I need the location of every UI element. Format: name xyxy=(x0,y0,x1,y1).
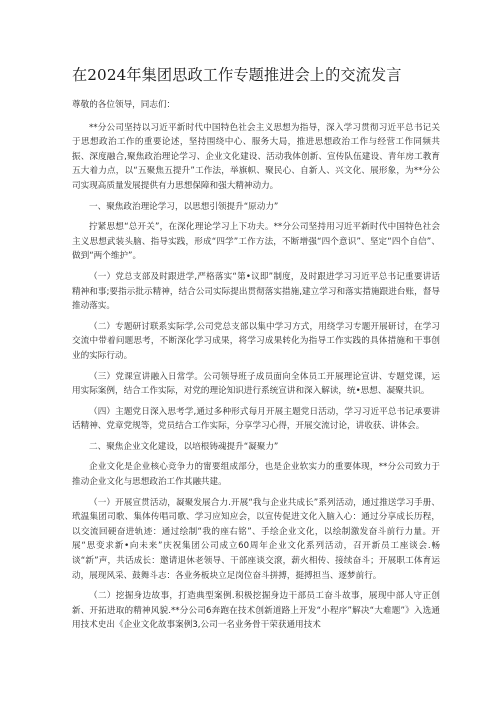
section-heading-1: 一、聚焦政治理论学习，以思想引领提升“原动力” xyxy=(89,201,279,212)
body-paragraph: （二）专题研讨联系实际学,公司党总支部以集中学习方式，用绕学习专题开展研讨，在学习交流中带着问题思考，不断深化学习成果，将学习成果转化为指导工作实践的具体措施和干事创业的实际行动。 xyxy=(72,321,440,361)
body-paragraph: （一）开展宣贯活动，凝聚发展合力.开展“我与企业共成长”系列活动，通过推送学习手册、玳温集团司歌、集体传唱司歌、学习应知应会，以宣传促进文化入脑入心：通过分享成长历程，以交流回硬奋进轨迹：通过绘制“我的座右铭”、手绘企业文化，以绘制激发奋斗前行力量。开展“思变求新•向未来”庆祝集团公司成立60周年企业文化系列活动，召开新员工座谈会.畅谈“新”声，共话成长：邀请退休老领导、干部座谈交滾，薪火相传、接续奋斗；开展职工体育运动，展现风采、鼓舞斗志：各业务板块立足岗位奋斗拼搏，挺搏担当、逐梦前行。 xyxy=(72,497,440,581)
body-paragraph: （一）党总支部及时跟进学,严格落实“第•议即”制度，及时跟进学习习近平总书记重要讲话精神和事;要指示批示精神，结合公司实际提出贯彻落实措施,建立学习和落实措施跟进台账，督导推动落实。 xyxy=(72,271,440,312)
body-paragraph: （三）党课宣讲融入日常学。公司领导班子成员面向全体员工开展理论宣讲、专题党课，运用实际案例，结合工作实际，对党的理论知识进行系统宣讲和深入解读，统•思想、凝聚共识。 xyxy=(72,371,440,397)
document-title: 在2024年集团思政工作专题推进会上的交流发言 xyxy=(72,66,402,84)
intro-paragraph: **分公司坚持以习近平新时代中国特色社会主义思想为指导，深入学习贯彻习近平总书记关于思想政治工作的重要论述，坚持围绕中心、服务大局，推进思想政治工作与经营工作同频共振、深度融合,聚焦政治理论学习、企业文化建设、活动我体创新、宣传队伍建设、青年房工教育五大着力点，以“五聚焦五提升”工作法，举旗帜、聚民心、自新人、兴文化、展形象，为**分公司实现高质量发展提供有力思想保障和强大精神动力。 xyxy=(72,122,440,191)
body-paragraph: 企业文化是企业核心竞争力的甯要组成部分，也是企业软实力的重要体现，**分公司致力于推动企业文化与思想政治工作其融共建。 xyxy=(72,462,440,488)
body-paragraph: （二）挖掘身边故事，打造典型案例.积极挖掘身边干部员工奋斗故事，展现中部人守正创新、开拓进取的精神风貌.**分公司6奔跑在技术创新道路上开发“小程序”解决“大难题”》入选通用技术史出《企业文化故事案例3,公司一名业务骨干荣获通用技术 xyxy=(72,591,440,631)
salutation: 尊敬的各位领导，同志们： xyxy=(72,100,176,110)
body-paragraph: 拧紧思想“总开关”，在深化理论学习上下功夫。**分公司坚持用习近平新时代中国特色社会主义思想武装头脑、指导实践，形成“四学”工作方法，不断增强“四个意识”、坚定“四个自信”、做到“两个维护”。 xyxy=(72,222,440,262)
section-heading-2: 二、聚焦企业文化建设，以培根铸魂提升“凝聚力” xyxy=(89,441,279,452)
body-paragraph: （四）主题党日深入思考学,通过多种形式每月开展主题党日活动，学习习近平总书记承要讲话精神、党章党规等，党员结合工作实际，分享学习心得，开展交流讨论，讲收获、讲体会。 xyxy=(72,406,440,432)
